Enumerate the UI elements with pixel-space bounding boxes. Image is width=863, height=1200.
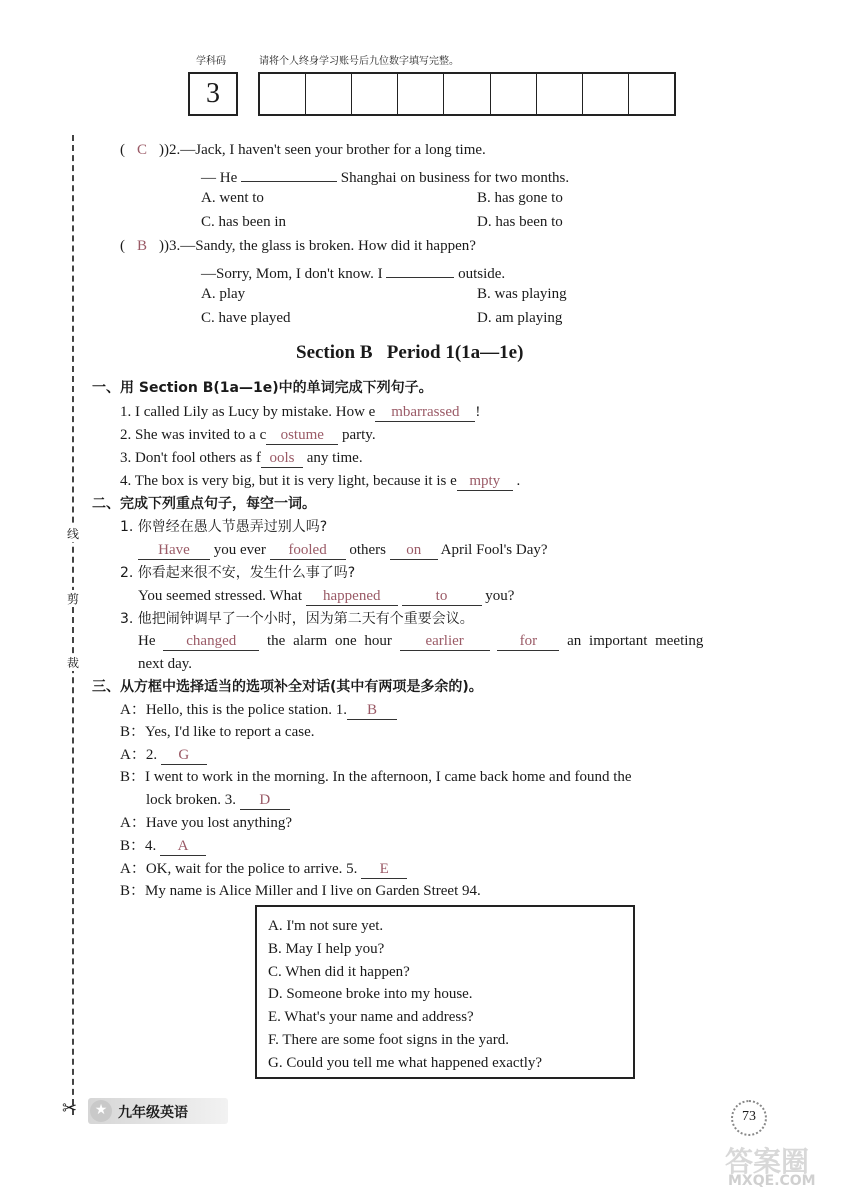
answer-blank[interactable]	[386, 260, 454, 278]
answer-blank[interactable]: G	[161, 747, 207, 765]
answer-blank[interactable]: D	[240, 792, 290, 810]
option-c: C. has been in	[201, 214, 286, 230]
digit-cell[interactable]	[306, 74, 352, 114]
dialogue-line: B：I went to work in the morning. In the afternoon, I came back home and found the	[120, 769, 632, 785]
dialogue-text: A：Hello, this is the police station. 1.	[120, 702, 348, 718]
watermark-url: MXQE.COM	[728, 1173, 816, 1189]
option-item: C. When did it happen?	[268, 963, 410, 980]
answer-blank[interactable]: changed	[163, 633, 259, 651]
book-title: 九年级英语	[118, 1105, 188, 1121]
part2-q3	[138, 631, 703, 651]
dialogue-line	[146, 790, 290, 810]
digit-cell[interactable]	[260, 74, 306, 114]
answer-blank[interactable]: happened	[306, 588, 398, 606]
mc-question-2-line2	[201, 164, 569, 188]
dialogue-line	[120, 745, 207, 765]
question-number: )3.	[164, 238, 181, 254]
sentence-text: you?	[485, 588, 515, 604]
cut-label-xian: 线	[64, 525, 82, 542]
part2-q3-cont: next day.	[138, 656, 193, 672]
dialogue-line: A：Have you lost anything?	[120, 815, 293, 831]
digit-cell[interactable]	[352, 74, 398, 114]
question-text: — He	[201, 170, 238, 186]
cut-label-cai: 裁	[64, 654, 82, 671]
item-text: !	[475, 404, 481, 420]
question-text: —Sandy, the glass is broken. How did it happen?	[180, 238, 476, 254]
digit-cell[interactable]	[583, 74, 629, 114]
option-item: G. Could you tell me what happened exactly?	[268, 1054, 543, 1071]
part1-item-1	[120, 402, 480, 422]
subject-digit-box	[188, 72, 238, 116]
part1-item-4	[120, 471, 520, 491]
item-text: 3. Don't fool others as f	[120, 450, 262, 466]
part2-q2	[138, 586, 514, 606]
part1-item-3	[120, 448, 363, 468]
option-item: E. What's your name and address?	[268, 1009, 474, 1026]
option-item: D. Someone broke into my house.	[268, 986, 473, 1003]
sentence-text: You seemed stressed. What	[138, 588, 303, 604]
item-text: 1. I called Lily as Lucy by mistake. How e	[120, 404, 376, 420]
option-c: C. have played	[201, 310, 291, 326]
item-text: 2. She was invited to a c	[120, 427, 267, 443]
digit-cell[interactable]	[444, 74, 490, 114]
answer-blank[interactable]: ools	[261, 450, 303, 468]
sentence-text: the alarm one hour	[267, 633, 392, 649]
answer-blank[interactable]: mbarrassed	[375, 404, 475, 422]
option-b: B. was playing	[477, 286, 567, 302]
dialogue-text: lock broken. 3.	[146, 792, 236, 808]
account-digit-cells[interactable]	[258, 72, 676, 116]
question-number: )2.	[164, 142, 181, 158]
item-text: any time.	[306, 450, 363, 466]
sentence-text: you ever	[213, 542, 266, 558]
dialogue-text: A：OK, wait for the police to arrive. 5.	[120, 861, 358, 877]
cut-label-jian: 剪	[64, 590, 82, 607]
answer-blank[interactable]: B	[347, 702, 397, 720]
option-item: B. May I help you?	[268, 940, 385, 957]
answer-blank[interactable]: on	[390, 542, 438, 560]
mc-question-3: ( B ))3.—Sandy, the glass is broken. How did it happen?	[120, 238, 476, 254]
option-item: A. I'm not sure yet.	[268, 918, 384, 934]
sentence-text: others	[349, 542, 386, 558]
question-text: —Jack, I haven't seen your brother for a long time.	[180, 142, 486, 158]
part2-q1	[138, 540, 548, 560]
scissors-icon: ✂	[62, 1098, 78, 1118]
option-a: A. went to	[201, 190, 264, 206]
digit-cell[interactable]	[491, 74, 537, 114]
watermark-logo: 答案圈	[725, 1145, 810, 1178]
part2-q1-cn: 1. 你曾经在愚人节愚弄过别人吗?	[120, 519, 328, 535]
question-text: —Sorry, Mom, I don't know. I	[201, 266, 383, 282]
dialogue-line: B：Yes, I'd like to report a case.	[120, 724, 315, 740]
answer-blank[interactable]: Have	[138, 542, 210, 560]
part2-q2-cn: 2. 你看起来很不安，发生什么事了吗?	[120, 565, 356, 581]
question-text: Shanghai on business for two months.	[340, 170, 570, 186]
dialogue-text: A：2.	[120, 747, 158, 763]
answer-blank[interactable]: mpty	[457, 473, 513, 491]
part1-item-2	[120, 425, 376, 445]
option-item: F. There are some foot signs in the yard.	[268, 1031, 509, 1048]
part2-heading: 二、完成下列重点句子，每空一词。	[92, 496, 316, 512]
answer-blank[interactable]: fooled	[270, 542, 346, 560]
answer-blank[interactable]: earlier	[400, 633, 490, 651]
mc-question-3-line2	[201, 260, 505, 284]
option-d: D. am playing	[477, 310, 563, 326]
dialogue-line	[120, 700, 397, 720]
options-box	[255, 905, 635, 1079]
mc-answer: C	[136, 142, 147, 158]
option-b: B. has gone to	[477, 190, 563, 206]
answer-blank[interactable]: for	[497, 633, 559, 651]
item-text: 4. The box is very big, but it is very light, because it is e	[120, 473, 457, 489]
dialogue-line	[120, 836, 206, 856]
answer-blank[interactable]: to	[402, 588, 482, 606]
option-d: D. has been to	[477, 214, 563, 230]
item-text: party.	[341, 427, 376, 443]
answer-blank[interactable]: E	[361, 861, 407, 879]
sentence-text: an important meeting	[567, 633, 704, 649]
part3-heading: 三、从方框中选择适当的选项补全对话(其中有两项是多余的)。	[92, 679, 483, 695]
subject-code-label: 学科码	[196, 56, 226, 67]
subject-digit: 3	[206, 78, 220, 109]
star-icon: ★	[90, 1100, 112, 1122]
digit-cell[interactable]	[537, 74, 583, 114]
answer-blank[interactable]: ostume	[266, 427, 338, 445]
question-text: outside.	[458, 266, 506, 282]
mc-question-2: ( C ))2.—Jack, I haven't seen your brother for a long time.	[120, 142, 486, 158]
option-a: A. play	[201, 286, 246, 302]
item-text: .	[516, 473, 521, 489]
part1-heading: 一、用 Section B(1a—1e)中的单词完成下列句子。	[92, 380, 433, 396]
sentence-text: April Fool's Day?	[440, 542, 548, 558]
sentence-text: He	[138, 633, 156, 649]
answer-blank[interactable]: A	[160, 838, 206, 856]
dialogue-line: B：My name is Alice Miller and I live on Garden Street 94.	[120, 883, 481, 899]
section-title: Section B Period 1(1a—1e)	[296, 342, 524, 363]
page-number: 73	[731, 1100, 767, 1136]
digit-cell[interactable]	[629, 74, 674, 114]
dialogue-text: B：4.	[120, 838, 157, 854]
mc-answer: B	[136, 238, 147, 254]
cut-line	[72, 135, 74, 1115]
account-instruction: 请将个人终身学习账号后九位数字填写完整。	[259, 56, 459, 67]
digit-cell[interactable]	[398, 74, 444, 114]
dialogue-line	[120, 859, 407, 879]
part2-q3-cn: 3. 他把闹钟调早了一个小时，因为第二天有个重要会议。	[120, 611, 474, 627]
answer-blank[interactable]	[241, 164, 337, 182]
